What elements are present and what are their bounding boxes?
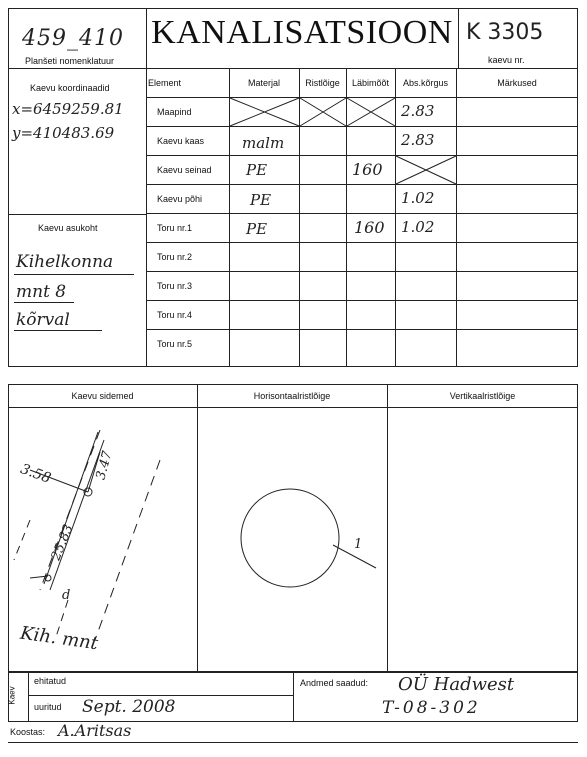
sheet-number-label: Planšeti nomenklatuur	[25, 56, 115, 66]
cell-diameter: 160	[352, 160, 383, 179]
location-line-3: kõrval	[16, 310, 70, 330]
col-diameter: Läbimõõt	[351, 78, 390, 88]
sketch-dim-label: 25.83	[48, 522, 77, 563]
measured-label: uuritud	[34, 702, 62, 712]
row-label: Toru nr.1	[157, 223, 193, 233]
col-cross-section: Ristlõige	[305, 78, 340, 88]
data-from-value: OÜ Hadwest	[398, 674, 515, 695]
page-title: KANALISATSIOON	[151, 14, 453, 51]
cell-abs-height: 1.02	[401, 189, 435, 207]
cell-diameter: 160	[354, 218, 385, 237]
section-ties: Kaevu sidemed	[71, 391, 134, 401]
side-label: Kaev	[7, 686, 17, 705]
sheet-number: 459_410	[22, 26, 124, 51]
row-label: Kaevu põhi	[157, 194, 203, 204]
cell-material: malm	[242, 134, 285, 152]
well-number-label: kaevu nr.	[488, 55, 525, 65]
location-line-2: mnt 8	[16, 282, 67, 302]
row-label: Toru nr.3	[157, 281, 193, 291]
row-label: Kaevu kaas	[157, 136, 205, 146]
sketch-dim-label: 3.58	[18, 461, 53, 487]
coordinates-label: Kaevu koordinaadid	[30, 83, 110, 93]
compiled-label: Koostas:	[10, 727, 46, 737]
location-line-1: Kihelkonna	[16, 252, 114, 272]
measured-value: Sept. 2008	[82, 697, 176, 717]
cell-material: PE	[250, 191, 272, 209]
coordinate-x: x=6459259.81	[12, 100, 124, 118]
data-from-ref: T-08-302	[382, 698, 481, 718]
col-remarks: Märkused	[497, 78, 537, 88]
cell-abs-height: 2.83	[401, 102, 435, 120]
col-abs-height: Abs.kõrgus	[402, 78, 449, 88]
row-label: Kaevu seinad	[157, 165, 212, 175]
col-element: Element	[148, 78, 182, 88]
row-label: Maapind	[157, 107, 192, 117]
data-from-label: Andmed saadud:	[300, 678, 369, 688]
row-label: Toru nr.2	[157, 252, 193, 262]
well-number: K 3305	[466, 20, 544, 45]
cell-abs-height: 2.83	[401, 131, 435, 149]
built-label: ehitatud	[34, 676, 67, 686]
cell-material: PE	[246, 161, 268, 179]
cell-material: PE	[246, 220, 268, 238]
compiled-value: A.Aritsas	[58, 721, 132, 740]
section-horizontal: Horisontaalristlõige	[253, 391, 331, 401]
pipe-number-label: 1	[354, 537, 363, 552]
location-label: Kaevu asukoht	[38, 223, 98, 233]
section-vertical: Vertikaalristlõige	[449, 391, 516, 401]
coordinate-y: y=410483.69	[12, 124, 115, 142]
col-material: Materjal	[247, 78, 280, 88]
row-label: Toru nr.5	[157, 339, 193, 349]
row-label: Toru nr.4	[157, 310, 193, 320]
sketch-dim-label: 3.47	[93, 449, 116, 482]
cell-abs-height: 1.02	[401, 218, 435, 236]
sketch-point-label: d	[62, 588, 71, 603]
street-label: Kih. mnt	[18, 622, 100, 655]
